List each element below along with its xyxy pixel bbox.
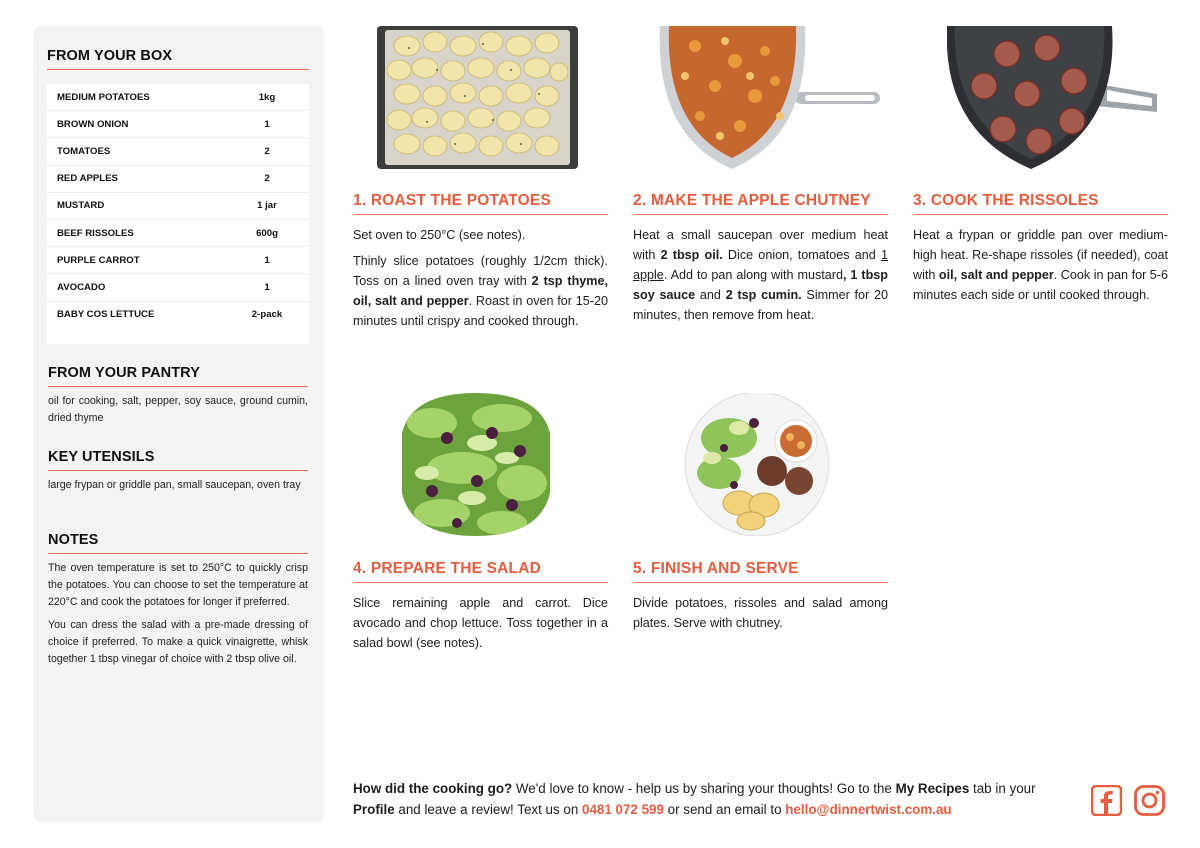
box-heading: FROM YOUR BOX [47, 48, 309, 70]
pantry-text: oil for cooking, salt, pepper, soy sauce, ground cumin, dried thyme [48, 395, 308, 424]
ingredient-row [47, 220, 309, 247]
step-text-span: Heat a frypan or griddle pan over medium-high heat. Re-shape rissoles (if needed), coat with [913, 228, 1168, 282]
ingredient-qty: 2 [264, 145, 270, 157]
step-title: 1. ROAST THE POTATOES [353, 192, 608, 215]
ingredient-qty: 1 [264, 281, 270, 293]
pantry-section [48, 365, 308, 427]
roasted-potatoes-tray-image [377, 26, 578, 169]
step-text [353, 251, 608, 331]
ingredient-name: BEEF RISSOLES [57, 227, 134, 239]
rissoles-frypan-image [947, 26, 1159, 169]
ingredient-name: AVOCADO [57, 281, 106, 293]
utensils-text: large frypan or griddle pan, small saucepan, oven tray [48, 479, 301, 491]
step-text: Divide potatoes, rissoles and salad among plates. Serve with chutney. [633, 596, 888, 630]
ingredient-name: BABY COS LETTUCE [57, 309, 155, 321]
ingredient-qty: 2-pack [251, 309, 283, 321]
step-bold-span: 2 tsp thyme, oil, salt and pepper [353, 274, 608, 308]
note-1: The oven temperature is set to 250°C to quickly crisp the potatoes. You can choose to set the temperature at 220°C and cook the potatoes for longer if preferred. [48, 562, 308, 608]
notes-heading: NOTES [48, 532, 308, 554]
ingredient-name: MEDIUM POTATOES [57, 91, 150, 103]
step-text-span: and [695, 288, 726, 302]
ingredient-name: PURPLE CARROT [57, 254, 140, 266]
step-bold-span: 2 tsp cumin. [725, 288, 802, 302]
salad-bowl-image [402, 393, 550, 536]
ingredient-row [47, 84, 309, 111]
utensils-section [48, 449, 308, 494]
ingredient-name: TOMATOES [57, 145, 111, 157]
utensils-heading: KEY UTENSILS [48, 449, 308, 471]
ingredient-qty: 1kg [258, 91, 276, 103]
ingredient-qty: 1 [264, 254, 270, 266]
ingredient-qty: 600g [256, 227, 278, 239]
plated-meal-image [684, 393, 830, 536]
ingredient-name: MUSTARD [57, 200, 105, 212]
step-text [913, 225, 1168, 305]
footer-text: and leave a review! Text us on [394, 802, 583, 817]
facebook-icon[interactable] [1091, 785, 1122, 816]
step-title: 3. COOK THE RISSOLES [913, 192, 1168, 215]
email-link[interactable]: hello@dinnertwist.com.au [785, 802, 952, 817]
step-title: 2. MAKE THE APPLE CHUTNEY [633, 192, 888, 215]
step-underline-span: 1 apple [633, 248, 888, 282]
profile-label: Profile [353, 802, 395, 817]
ingredient-qty: 1 jar [257, 200, 277, 212]
step-1 [353, 192, 608, 331]
step-text-span: Simmer for 20 minutes, then remove from heat. [633, 288, 888, 322]
step-bold-span: , 1 tbsp soy sauce [633, 268, 888, 302]
step-text: Set oven to 250°C (see notes). [353, 228, 526, 242]
ingredient-row [47, 274, 309, 301]
step-text-span: Dice onion, tomatoes and [722, 248, 881, 262]
phone-number[interactable]: 0481 072 599 [582, 802, 664, 817]
step-3 [913, 192, 1168, 305]
ingredient-name: RED APPLES [57, 173, 118, 185]
from-your-box-section [47, 48, 309, 344]
footer-question: How did the cooking go? [353, 781, 513, 796]
footer-text: tab in your [969, 781, 1036, 796]
step-bold-span: 2 tbsp oil. [660, 248, 723, 262]
step-text [633, 225, 888, 325]
step-5 [633, 560, 888, 633]
my-recipes-label: My Recipes [895, 781, 970, 796]
step-title: 4. PREPARE THE SALAD [353, 560, 608, 583]
step-text-span: . Add to pan along with mustard [663, 268, 843, 282]
step-2 [633, 192, 888, 325]
ingredient-row [47, 138, 309, 165]
ingredient-row [47, 302, 309, 328]
step-4 [353, 560, 608, 653]
notes-section [48, 532, 308, 668]
ingredient-row [47, 193, 309, 220]
step-text-span: . Cook in pan for 5-6 minutes each side or until cooked through. [913, 268, 1168, 302]
ingredient-row [47, 247, 309, 274]
step-text: Slice remaining apple and carrot. Dice avocado and chop lettuce. Toss together in a salad bowl (see notes). [353, 596, 608, 650]
ingredients-sidebar [33, 26, 324, 822]
step-bold-span: oil, salt and pepper [938, 268, 1054, 282]
note-2: You can dress the salad with a pre-made dressing of choice if preferred. To make a quick vinaigrette, whisk together 1 tbsp vinegar of choice with 2 tbsp olive oil. [48, 619, 308, 665]
step-text-span: Thinly slice potatoes (roughly 1/2cm thick). Toss on a lined oven tray with [353, 254, 608, 288]
instagram-icon[interactable] [1134, 785, 1165, 816]
step-text-span: Heat a small saucepan over medium heat with [633, 228, 888, 262]
feedback-footer [353, 778, 1073, 820]
ingredient-qty: 2 [264, 173, 270, 185]
footer-text: or send an email to [663, 802, 786, 817]
ingredient-qty: 1 [264, 118, 270, 130]
step-title: 5. FINISH AND SERVE [633, 560, 888, 583]
ingredient-row [47, 166, 309, 193]
ingredient-name: BROWN ONION [57, 118, 129, 130]
step-text-span: . Roast in oven for 15-20 minutes until crispy and cooked through. [353, 294, 608, 328]
ingredient-row [47, 111, 309, 138]
ingredients-table [47, 84, 309, 344]
footer-text: We'd love to know - help us by sharing your thoughts! Go to the [512, 781, 896, 796]
pantry-heading: FROM YOUR PANTRY [48, 365, 308, 387]
apple-chutney-saucepan-image [655, 26, 880, 169]
